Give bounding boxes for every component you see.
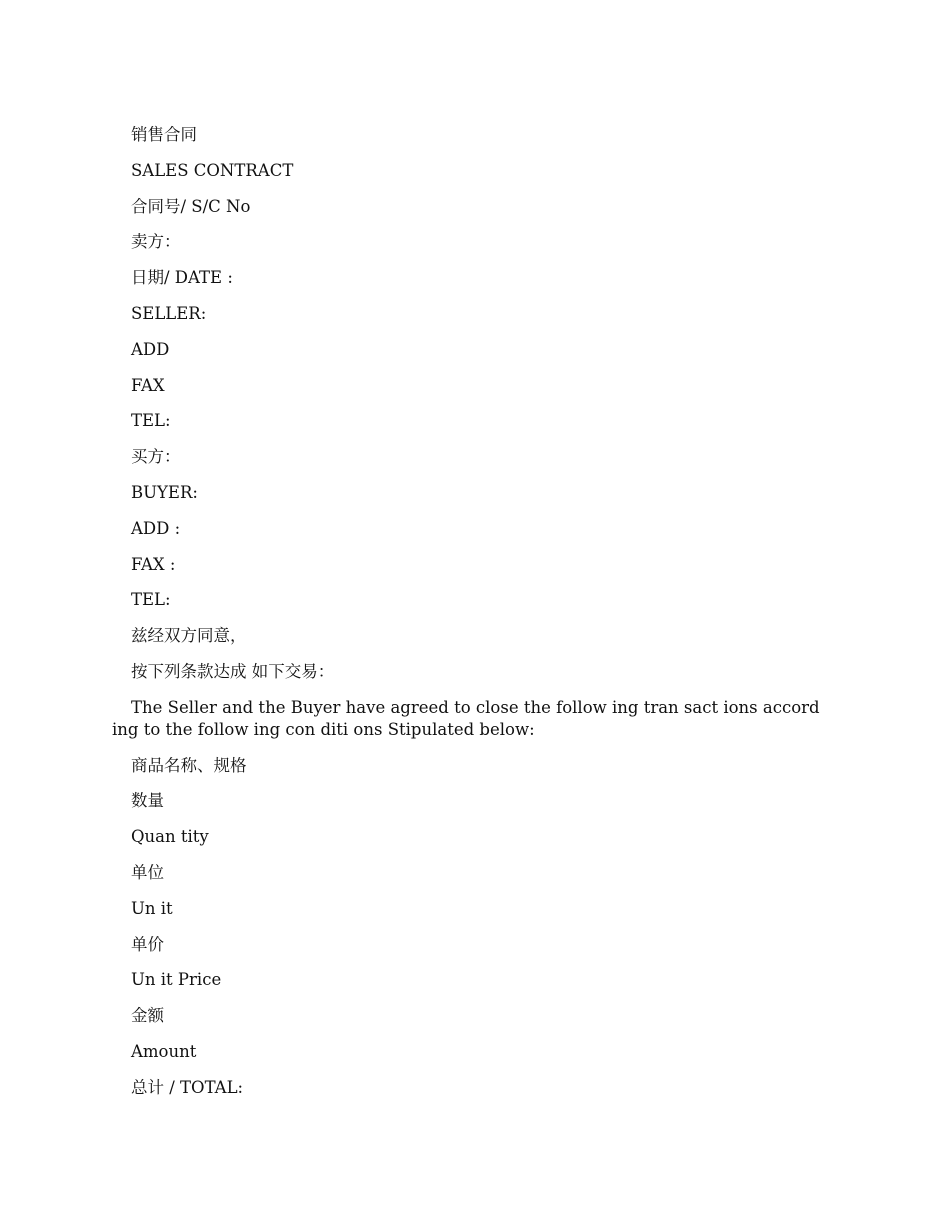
unit-label-cn: 单位: [131, 862, 164, 882]
contract-title-cn: 销售合同: [131, 125, 197, 144]
contract-title-en: SALES CONTRACT: [131, 160, 294, 180]
buyer-address-label: ADD :: [131, 518, 181, 538]
date-label: 日期/ DATE :: [131, 268, 233, 288]
goods-name-spec-label: 商品名称、规格: [131, 755, 247, 775]
quantity-label-en: Quan tity: [131, 827, 209, 847]
agreement-line-cn-1: 兹经双方同意，: [131, 626, 247, 646]
seller-label-en: SELLER:: [131, 303, 207, 323]
unit-price-label-en: Un it Price: [131, 970, 222, 990]
amount-label-cn: 金额: [131, 1006, 164, 1026]
seller-address-label: ADD: [131, 339, 170, 359]
seller-tel-label: TEL:: [131, 411, 171, 431]
agreement-line-cn-2: 按下列条款达成 如下交易：: [131, 661, 335, 681]
amount-label-en: Amount: [131, 1041, 197, 1061]
buyer-fax-label: FAX :: [131, 554, 176, 574]
buyer-label-en: BUYER:: [131, 482, 198, 502]
total-label: 总计 / TOTAL:: [131, 1077, 244, 1097]
buyer-label-cn: 买方：: [131, 447, 181, 467]
agreement-paragraph-en: The Seller and the Buyer have agreed to close the follow ing tran sact ions accord ing to the follow ing con diti ons Stipulated below:: [112, 697, 820, 739]
quantity-label-cn: 数量: [131, 791, 164, 811]
contract-body: [112, 124, 832, 1113]
seller-fax-label: FAX: [131, 375, 165, 395]
seller-label-cn: 卖方：: [131, 232, 181, 252]
contract-number-label: 合同号/ S/C No: [131, 196, 251, 216]
buyer-tel-label: TEL:: [131, 590, 171, 610]
unit-label-en: Un it: [131, 898, 173, 918]
unit-price-label-cn: 单价: [131, 934, 164, 954]
